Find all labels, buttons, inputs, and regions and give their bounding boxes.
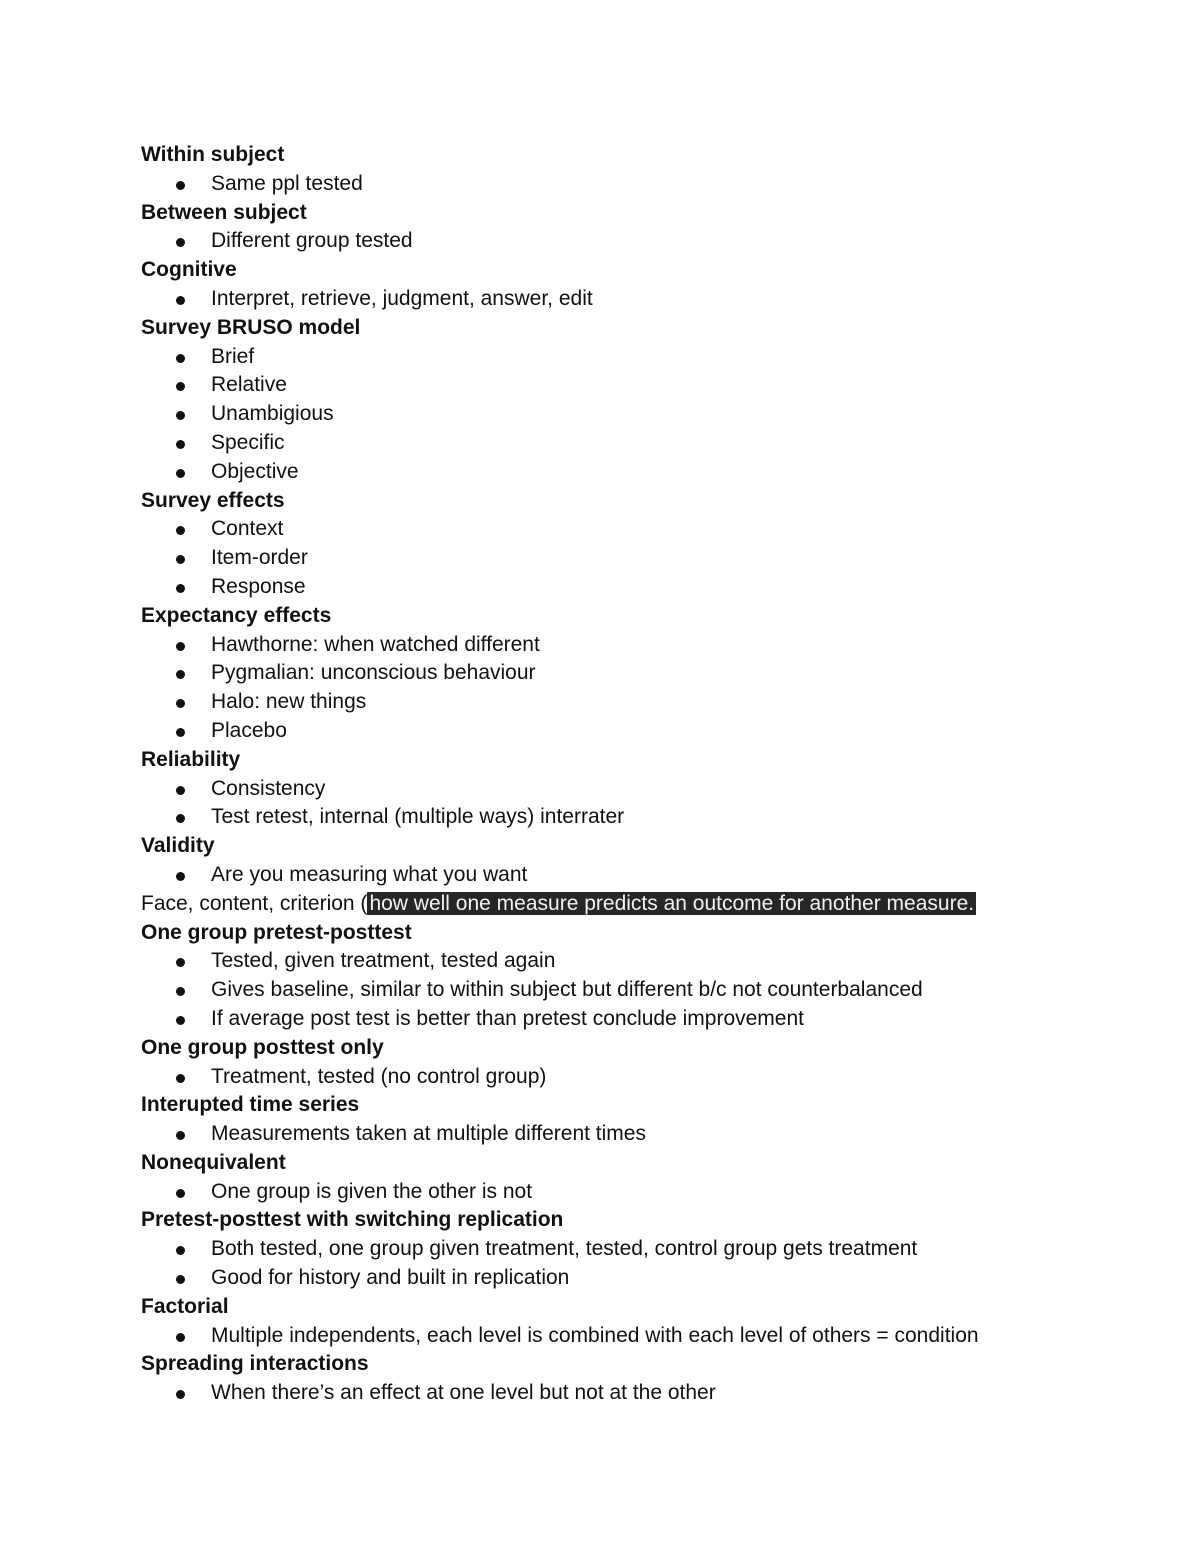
list-item [141,429,1141,458]
list-item-text: Same ppl tested [211,171,363,195]
section-reliability [141,746,1141,832]
bullet-dot-icon [176,699,185,708]
bullet-dot-icon [176,1390,185,1399]
bullet-dot-icon [176,1189,185,1198]
section-heading: Spreading interactions [141,1352,369,1376]
bullet-list [141,227,1141,256]
selected-text-highlight[interactable]: how well one measure predicts an outcome for another measure. [369,891,975,915]
section-heading: Survey BRUSO model [141,315,361,339]
list-item [141,1322,1141,1351]
list-item-text: Response [211,574,306,598]
list-item [141,458,1141,487]
list-item-text: Placebo [211,718,287,742]
bullet-dot-icon [176,296,185,305]
list-item-text: Tested, given treatment, tested again [211,949,556,973]
section-heading: Cognitive [141,258,237,282]
bullet-dot-icon [176,469,185,478]
list-item-text: Measurements taken at multiple different times [211,1122,646,1146]
section-heading: Reliability [141,747,241,771]
bullet-list [141,1379,1141,1408]
list-item [141,631,1141,660]
bullet-list [141,515,1141,601]
list-item [141,659,1141,688]
list-item [141,688,1141,717]
bullet-dot-icon [176,1275,185,1284]
section-factorial [141,1293,1141,1351]
list-item [141,861,1141,890]
list-item-text: Both tested, one group given treatment, tested, control group gets treatment [211,1237,918,1261]
list-item-text: Pygmalian: unconscious behaviour [211,661,536,685]
bullet-list [141,1322,1141,1351]
section-survey-effects [141,487,1141,602]
section-validity [141,832,1141,918]
list-item-text: Context [211,517,284,541]
bullet-dot-icon [176,1074,185,1083]
list-item [141,803,1141,832]
bullet-dot-icon [176,728,185,737]
document-body [141,141,1141,1408]
list-item [141,573,1141,602]
list-item [141,1063,1141,1092]
bullet-dot-icon [176,382,185,391]
list-item [141,976,1141,1005]
section-survey-bruso-model [141,314,1141,487]
list-item [141,371,1141,400]
list-item-text: If average post test is better than pretest conclude improvement [211,1006,804,1030]
list-item-text: Objective [211,459,299,483]
list-item-text: Unambigious [211,402,334,426]
bullet-dot-icon [176,1246,185,1255]
bullet-dot-icon [176,440,185,449]
list-item [141,400,1141,429]
list-item-text: Test retest, internal (multiple ways) interrater [211,805,625,829]
section-heading: Within subject [141,143,285,166]
bullet-dot-icon [176,411,185,420]
list-item [141,285,1141,314]
bullet-list [141,170,1141,199]
bullet-list [141,775,1141,833]
section-one-group-posttest-only [141,1034,1141,1092]
bullet-list [141,285,1141,314]
section-expectancy-effects [141,602,1141,746]
list-item [141,1120,1141,1149]
section-heading: Pretest-posttest with switching replication [141,1208,564,1232]
section-pretest-posttest-with-switching-replication [141,1206,1141,1292]
list-item [141,717,1141,746]
section-heading: Nonequivalent [141,1150,286,1174]
bullet-dot-icon [176,1131,185,1140]
bullet-list [141,1235,1141,1293]
section-spreading-interactions [141,1350,1141,1408]
list-item-text: Interpret, retrieve, judgment, answer, edit [211,286,593,310]
list-item [141,775,1141,804]
bullet-list [141,1120,1141,1149]
bullet-list [141,631,1141,746]
note-line [141,890,1141,919]
bullet-list [141,1178,1141,1207]
bullet-dot-icon [176,238,185,247]
list-item [141,515,1141,544]
list-item [141,227,1141,256]
bullet-dot-icon [176,872,185,881]
list-item [141,1005,1141,1034]
list-item-text: Good for history and built in replication [211,1266,570,1290]
list-item [141,1235,1141,1264]
list-item-text: One group is given the other is not [211,1179,533,1203]
list-item-text: Brief [211,344,255,368]
section-within-subject [141,141,1141,199]
list-item-text: Specific [211,430,285,454]
bullet-dot-icon [176,1333,185,1342]
bullet-list [141,1063,1141,1092]
list-item-text: Gives baseline, similar to within subject but different b/c not counterbalanced [211,978,923,1002]
bullet-dot-icon [176,354,185,363]
section-heading: Interupted time series [141,1093,360,1117]
section-cognitive [141,256,1141,314]
section-heading: One group pretest-posttest [141,920,412,944]
bullet-list [141,343,1141,487]
bullet-dot-icon [176,181,185,190]
bullet-dot-icon [176,670,185,679]
bullet-dot-icon [176,987,185,996]
section-between-subject [141,199,1141,257]
bullet-list [141,947,1141,1033]
bullet-list [141,861,1141,890]
list-item-text: Halo: new things [211,690,367,714]
list-item [141,170,1141,199]
section-heading: Factorial [141,1294,229,1318]
list-item [141,1178,1141,1207]
list-item-text: Are you measuring what you want [211,862,528,886]
section-heading: Expectancy effects [141,603,332,627]
list-item [141,947,1141,976]
bullet-dot-icon [176,526,185,535]
bullet-dot-icon [176,555,185,564]
list-item-text: Consistency [211,776,326,800]
bullet-dot-icon [176,786,185,795]
bullet-dot-icon [176,1016,185,1025]
section-nonequivalent [141,1149,1141,1207]
bullet-dot-icon [176,958,185,967]
list-item-text: Item-order [211,546,308,570]
section-one-group-pretest-posttest [141,919,1141,1034]
list-item-text: Different group tested [211,229,413,253]
list-item [141,1264,1141,1293]
note-text: Face, content, criterion ( [141,891,368,915]
section-interupted-time-series [141,1091,1141,1149]
list-item-text: When there’s an effect at one level but not at the other [211,1381,716,1405]
section-heading: One group posttest only [141,1035,384,1059]
bullet-dot-icon [176,584,185,593]
list-item [141,1379,1141,1408]
list-item-text: Multiple independents, each level is combined with each level of others = condition [211,1323,979,1347]
list-item-text: Treatment, tested (no control group) [211,1064,547,1088]
bullet-dot-icon [176,814,185,823]
list-item-text: Hawthorne: when watched different [211,632,540,656]
section-heading: Validity [141,834,215,858]
section-heading: Survey effects [141,488,285,512]
list-item [141,544,1141,573]
list-item-text: Relative [211,373,287,397]
list-item [141,343,1141,372]
section-heading: Between subject [141,200,307,224]
bullet-dot-icon [176,642,185,651]
